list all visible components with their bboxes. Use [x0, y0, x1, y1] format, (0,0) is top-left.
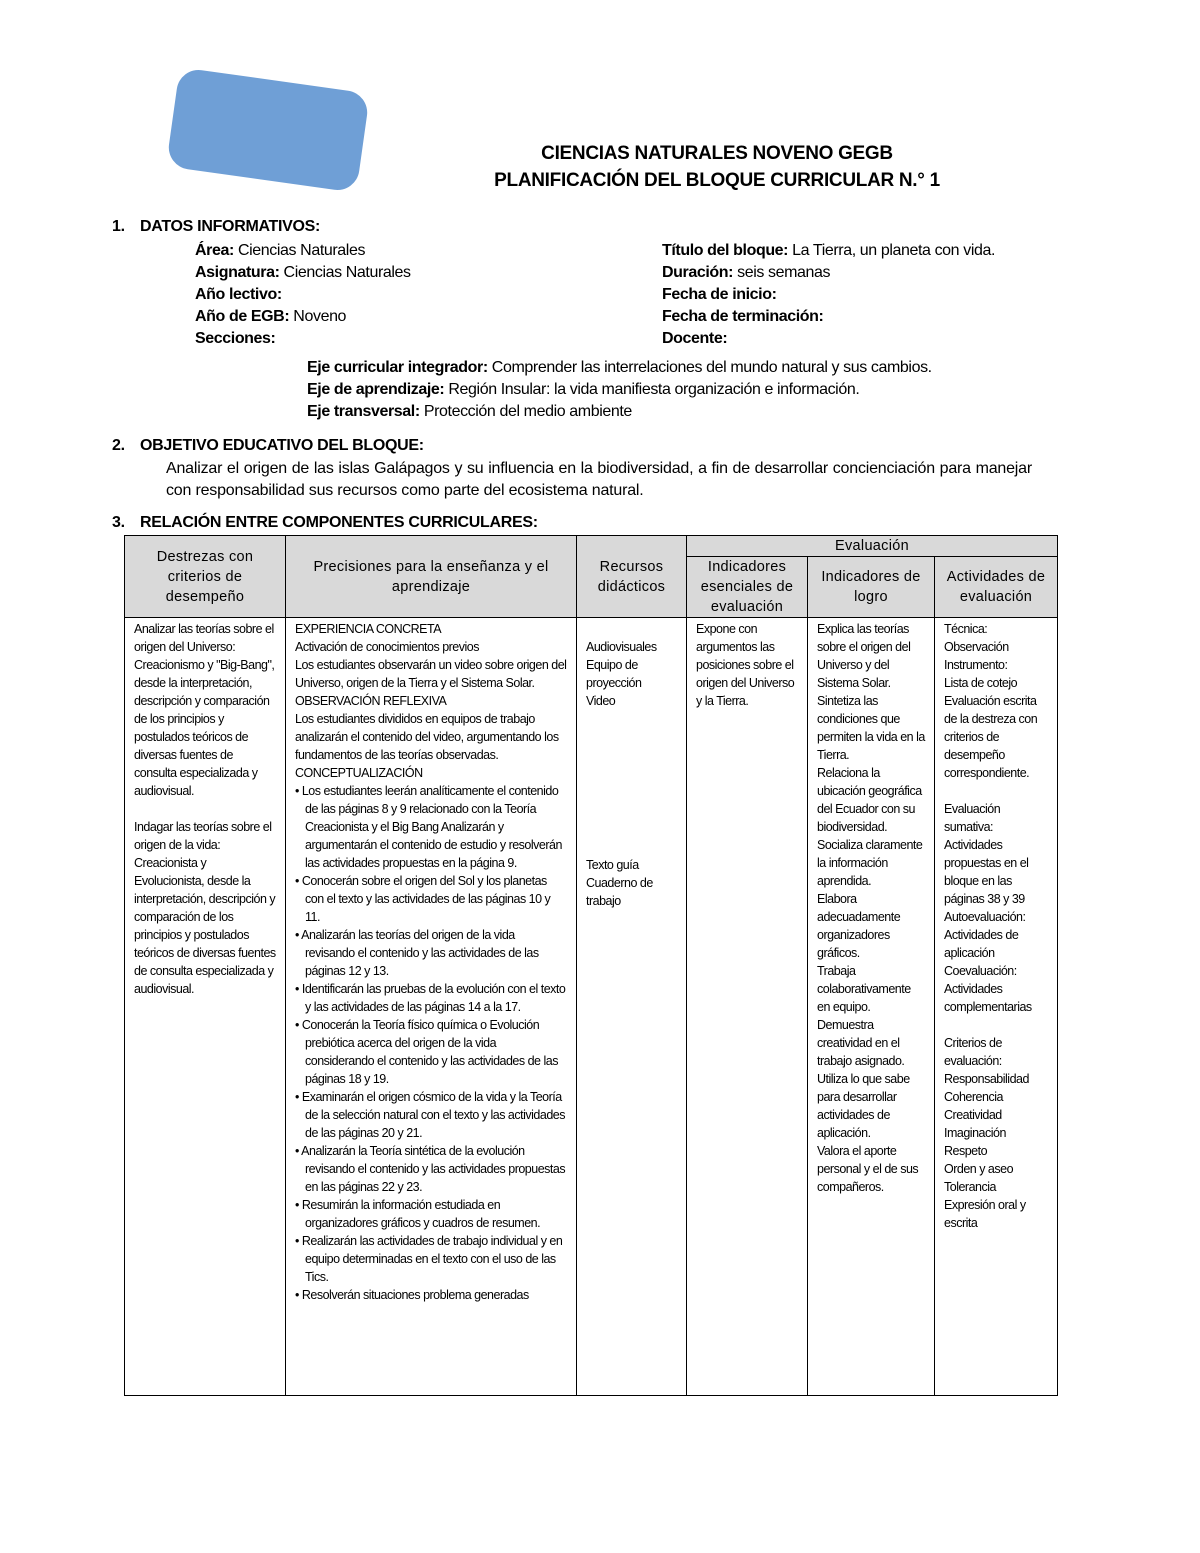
info-right-column	[662, 240, 1082, 350]
axes-block	[307, 357, 1107, 423]
info-row	[195, 306, 635, 328]
cell-recursos	[577, 618, 687, 1396]
info-row	[195, 328, 635, 350]
actividad-item: Responsabilidad	[944, 1072, 1029, 1086]
actividad-item: Evaluación escrita de la destreza con criterios de desempeño correspondiente.	[944, 694, 1038, 780]
recurso-item: Equipo de proyección	[586, 658, 642, 690]
actividad-item: Lista de cotejo	[944, 676, 1018, 690]
precision-bullet: • Los estudiantes leerán analíticamente el contenido de las páginas 8 y 9 relacionado con la Teoría Creacionista y el Big Bang Analizarán y argumentarán el contenido de estudio y resolverán las actividades propuestas en la página 9.	[295, 784, 562, 870]
actividad-item: Coevaluación:	[944, 964, 1017, 978]
header-evaluacion: Evaluación	[687, 536, 1058, 557]
axis-row	[307, 401, 1107, 423]
document-subtitle: PLANIFICACIÓN DEL BLOQUE CURRICULAR N.° 1	[494, 170, 940, 191]
actividad-item: Criterios de evaluación:	[944, 1036, 1002, 1068]
indicador-logro-item: Relaciona la ubicación geográfica del Ecuador con su biodiversidad.	[817, 766, 922, 834]
info-row	[662, 262, 1082, 284]
document-title: CIENCIAS NATURALES NOVENO GEGB	[541, 143, 893, 164]
cell-precisiones	[286, 618, 577, 1396]
axis-row	[307, 357, 1107, 379]
actividad-item: Autoevaluación:	[944, 910, 1026, 924]
precision-bullet: • Resolverán situaciones problema generadas	[295, 1288, 529, 1302]
precision-bullet: • Resumirán la información estudiada en organizadores gráficos y cuadros de resumen.	[295, 1198, 541, 1230]
actividad-item: Instrumento:	[944, 658, 1008, 672]
header-recursos: Recursos didácticos	[577, 536, 687, 618]
info-row	[662, 240, 1082, 262]
actividad-item: Imaginación	[944, 1126, 1006, 1140]
header-actividades: Actividades de evaluación	[935, 557, 1058, 618]
cell-actividades	[935, 618, 1058, 1396]
indicador-logro-item: Elabora adecuadamente organizadores gráficos.	[817, 892, 901, 960]
indicador-logro-item: Valora el aporte personal y el de sus compañeros.	[817, 1144, 919, 1194]
axis-label: Eje de aprendizaje:	[307, 381, 445, 398]
info-value: Noveno	[289, 308, 347, 325]
destreza-text: Indagar las teorías sobre el origen de la vida: Creacionista y Evolucionista, desde la interpretación, descripción y comparación de los principios y postulados teóricos de diversas fuentes de consulta especializada y audiovisual.	[134, 820, 276, 996]
info-label: Año lectivo:	[195, 286, 282, 303]
info-value: seis semanas	[733, 264, 831, 281]
info-row	[662, 306, 1082, 328]
indicador-logro-item: Socializa claramente la información aprendida.	[817, 838, 923, 888]
header-indicadores-esenciales: Indicadores esenciales de evaluación	[687, 557, 808, 618]
section-3-heading	[112, 514, 538, 532]
axis-row	[307, 379, 1107, 401]
header-precisiones: Precisiones para la enseñanza y el aprendizaje	[286, 536, 577, 618]
info-label: Docente:	[662, 330, 728, 347]
precision-text: Activación de conocimientos previos	[295, 640, 479, 654]
actividad-item: Creatividad	[944, 1108, 1002, 1122]
info-label: Duración:	[662, 264, 734, 281]
precision-text: Los estudiantes divididos en equipos de trabajo analizarán el contenido del video, argumentando los fundamentos de las teorías observadas.	[295, 712, 559, 762]
actividad-item: Orden y aseo	[944, 1162, 1014, 1176]
actividad-item: Coherencia	[944, 1090, 1003, 1104]
info-row	[662, 284, 1082, 306]
section-title: DATOS INFORMATIVOS:	[140, 218, 321, 235]
precision-heading: EXPERIENCIA CONCRETA	[295, 622, 442, 636]
cell-indicadores-logro	[808, 618, 935, 1396]
info-label: Fecha de inicio:	[662, 286, 777, 303]
info-value: Ciencias Naturales	[279, 264, 411, 281]
info-label: Año de EGB:	[195, 308, 290, 325]
axis-value: Región Insular: la vida manifiesta organización e información.	[444, 381, 860, 398]
axis-label: Eje transversal:	[307, 403, 420, 420]
precision-text: Los estudiantes observarán un video sobre origen del Universo, origen de la Tierra y el Sistema Solar.	[295, 658, 567, 690]
actividad-item: Evaluación sumativa:	[944, 802, 1001, 834]
precision-bullet: • Examinarán el origen cósmico de la vida y la Teoría de la selección natural con el texto y las actividades de las páginas 20 y 21.	[295, 1090, 565, 1140]
info-row	[195, 284, 635, 306]
indicador-logro-item: Sintetiza las condiciones que permiten la vida en la Tierra.	[817, 694, 925, 762]
cell-destrezas	[125, 618, 286, 1396]
precision-bullet: • Conocerán sobre el origen del Sol y los planetas con el texto y las actividades de las páginas 10 y 11.	[295, 874, 551, 924]
section-title: RELACIÓN ENTRE COMPONENTES CURRICULARES:	[140, 514, 538, 531]
section-number: 3.	[112, 514, 125, 531]
cell-indicadores-esenciales	[687, 618, 808, 1396]
precision-bullet: • Realizarán las actividades de trabajo individual y en equipo determinadas en el texto con el uso de las Tics.	[295, 1234, 563, 1284]
actividad-item: Actividades de aplicación	[944, 928, 1019, 960]
recurso-item: Audiovisuales	[586, 640, 657, 654]
actividad-item: Técnica:	[944, 622, 988, 636]
precision-bullet: • Conocerán la Teoría físico química o Evolución prebiótica acerca del origen de la vida considerando el contenido y las actividades de las páginas 18 y 19.	[295, 1018, 558, 1086]
precision-bullet: • Identificarán las pruebas de la evolución con el texto y las actividades de las páginas 14 a la 17.	[295, 982, 566, 1014]
info-label: Título del bloque:	[662, 242, 789, 259]
precision-bullet: • Analizarán la Teoría sintética de la evolución revisando el contenido y las actividades propuestas en las páginas 22 y 23.	[295, 1144, 566, 1194]
info-row	[195, 240, 635, 262]
header-indicadores-logro: Indicadores de logro	[808, 557, 935, 618]
precision-bullet: • Analizarán las teorías del origen de la vida revisando el contenido y las actividades de las páginas 12 y 13.	[295, 928, 539, 978]
axis-value: Comprender las interrelaciones del mundo natural y sus cambios.	[487, 359, 932, 376]
recurso-item: Texto guía	[586, 858, 639, 872]
indicador-logro-item: Trabaja colaborativamente en equipo.	[817, 964, 911, 1014]
info-label: Secciones:	[195, 330, 276, 347]
info-row	[195, 262, 635, 284]
recurso-item: Cuaderno de trabajo	[586, 876, 653, 908]
info-row	[662, 328, 1082, 350]
section-title: OBJETIVO EDUCATIVO DEL BLOQUE:	[140, 437, 424, 454]
recurso-item: Video	[586, 694, 616, 708]
axis-value: Protección del medio ambiente	[419, 403, 632, 420]
info-label: Fecha de terminación:	[662, 308, 824, 325]
section-2-heading	[112, 437, 424, 455]
actividad-item: Tolerancia	[944, 1180, 996, 1194]
actividad-item: Respeto	[944, 1144, 988, 1158]
indicador-logro-item: Utiliza lo que sabe para desarrollar actividades de aplicación.	[817, 1072, 910, 1140]
actividad-item: Actividades propuestas en el bloque en las páginas 38 y 39	[944, 838, 1029, 906]
info-label: Área:	[195, 242, 234, 259]
precision-heading: OBSERVACIÓN REFLEXIVA	[295, 694, 447, 708]
objective-text: Analizar el origen de las islas Galápagos y su influencia en la biodiversidad, a fin de desarrollar concienciación para manejar con responsabilidad sus recursos como parte del ecosistema natural.	[166, 460, 1032, 499]
info-label: Asignatura:	[195, 264, 280, 281]
actividad-item: Actividades complementarias	[944, 982, 1032, 1014]
destreza-text: Analizar las teorías sobre el origen del Universo: Creacionismo y "Big-Bang", desde la interpretación, descripción y comparación de los principios y postulados teóricos de diversas fuentes de consulta especializada y audiovisual.	[134, 622, 275, 798]
actividad-item: Observación	[944, 640, 1009, 654]
indicador-esencial-text: Expone con argumentos las posiciones sobre el origen del Universo y la Tierra.	[696, 622, 795, 708]
info-value: La Tierra, un planeta con vida.	[788, 242, 996, 259]
section-number: 1.	[112, 218, 125, 235]
actividad-item: Expresión oral y escrita	[944, 1198, 1026, 1230]
curricular-table	[124, 535, 1058, 1396]
info-left-column	[195, 240, 635, 350]
precision-heading: CONCEPTUALIZACIÓN	[295, 766, 423, 780]
info-value: Ciencias Naturales	[233, 242, 366, 259]
header-destrezas: Destrezas con criterios de desempeño	[125, 536, 286, 618]
axis-label: Eje curricular integrador:	[307, 359, 488, 376]
indicador-logro-item: Demuestra creatividad en el trabajo asignado.	[817, 1018, 905, 1068]
section-number: 2.	[112, 437, 125, 454]
section-1-heading	[112, 218, 320, 236]
indicador-logro-item: Explica las teorías sobre el origen del Universo y del Sistema Solar.	[817, 622, 911, 690]
